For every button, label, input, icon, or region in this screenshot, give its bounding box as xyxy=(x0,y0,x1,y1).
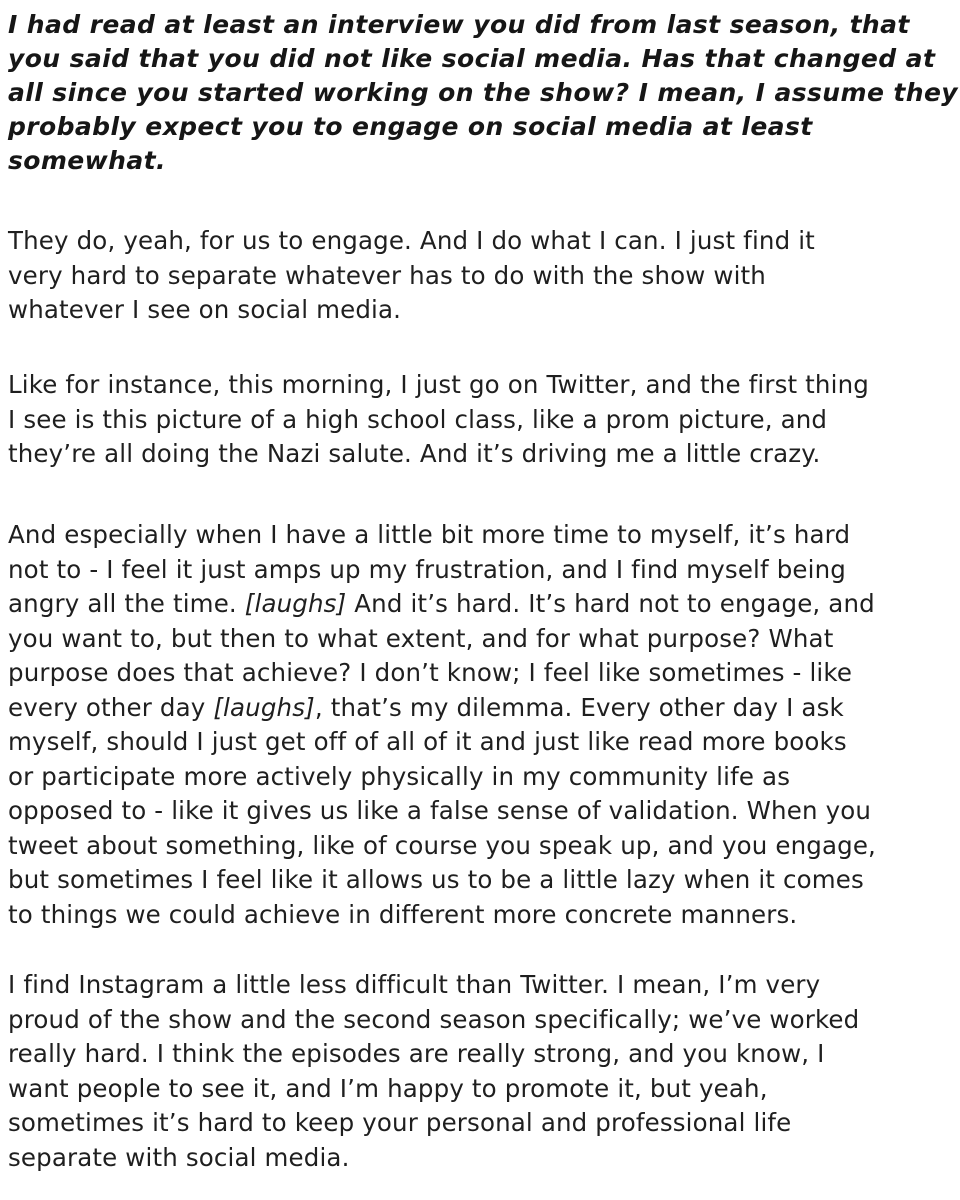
answer-text: angry all the time. xyxy=(8,589,245,618)
answer-line: And especially when I have a little bit more time to myself, it’s hard xyxy=(8,520,851,549)
answer-paragraph-1 xyxy=(8,224,954,328)
answer-line: very hard to separate whatever has to do with the show with xyxy=(8,260,766,290)
answer-line: sometimes it’s hard to keep your personal and professional life xyxy=(8,1108,792,1137)
answer-line: really hard. I think the episodes are really strong, and you know, I xyxy=(8,1039,825,1068)
answer-line: they’re all doing the Nazi salute. And it’s driving me a little crazy. xyxy=(8,439,821,468)
answer-line: They do, yeah, for us to engage. And I do what I can. I just find it xyxy=(8,226,815,255)
answer-line: to things we could achieve in different more concrete manners. xyxy=(8,899,798,929)
stage-direction: [laughs] xyxy=(213,692,315,722)
answer-text: , that’s my dilemma. Every other day I ask xyxy=(314,692,844,722)
answer-paragraph-2 xyxy=(8,368,954,472)
stage-direction: [laughs] xyxy=(244,589,347,618)
answer-line: proud of the show and the second season specifically; we’ve worked xyxy=(8,1004,860,1034)
answer-line: want people to see it, and I’m happy to promote it, but yeah, xyxy=(8,1073,768,1103)
question-line: you said that you did not like social media. Has that changed at xyxy=(8,44,936,73)
answer-line xyxy=(8,587,954,622)
answer-text: And it’s hard. It’s hard not to engage, and xyxy=(346,589,875,618)
answer-line: myself, should I just get off of all of it and just like read more books xyxy=(8,727,847,756)
question-line: somewhat. xyxy=(8,146,166,175)
answer-line: but sometimes I feel like it allows us to be a little lazy when it comes xyxy=(8,865,864,894)
answer-line: separate with social media. xyxy=(8,1142,350,1172)
answer-line: I find Instagram a little less difficult than Twitter. I mean, I’m very xyxy=(8,970,821,999)
interview-question xyxy=(8,8,959,178)
answer-line xyxy=(8,691,954,726)
answer-line: tweet about something, like of course you speak up, and you engage, xyxy=(8,830,876,860)
answer-paragraph-4 xyxy=(8,968,954,1175)
answer-text: every other day xyxy=(8,692,214,722)
question-line: all since you started working on the show? I mean, I assume they xyxy=(8,78,959,107)
answer-line: Like for instance, this morning, I just go on Twitter, and the first thing xyxy=(8,370,869,399)
question-line: I had read at least an interview you did from last season, that xyxy=(8,10,910,39)
answer-paragraph-3 xyxy=(8,518,954,932)
answer-line: not to - I feel it just amps up my frustration, and I find myself being xyxy=(8,554,846,584)
answer-line: or participate more actively physically in my community life as xyxy=(8,761,791,791)
answer-line: opposed to - like it gives us like a false sense of validation. When you xyxy=(8,796,872,825)
question-line: probably expect you to engage on social media at least xyxy=(8,112,813,141)
answer-line: I see is this picture of a high school class, like a prom picture, and xyxy=(8,404,828,434)
answer-line: you want to, but then to what extent, and for what purpose? What xyxy=(8,623,834,653)
answer-line: whatever I see on social media. xyxy=(8,295,402,324)
answer-line: purpose does that achieve? I don’t know; I feel like sometimes - like xyxy=(8,658,853,687)
